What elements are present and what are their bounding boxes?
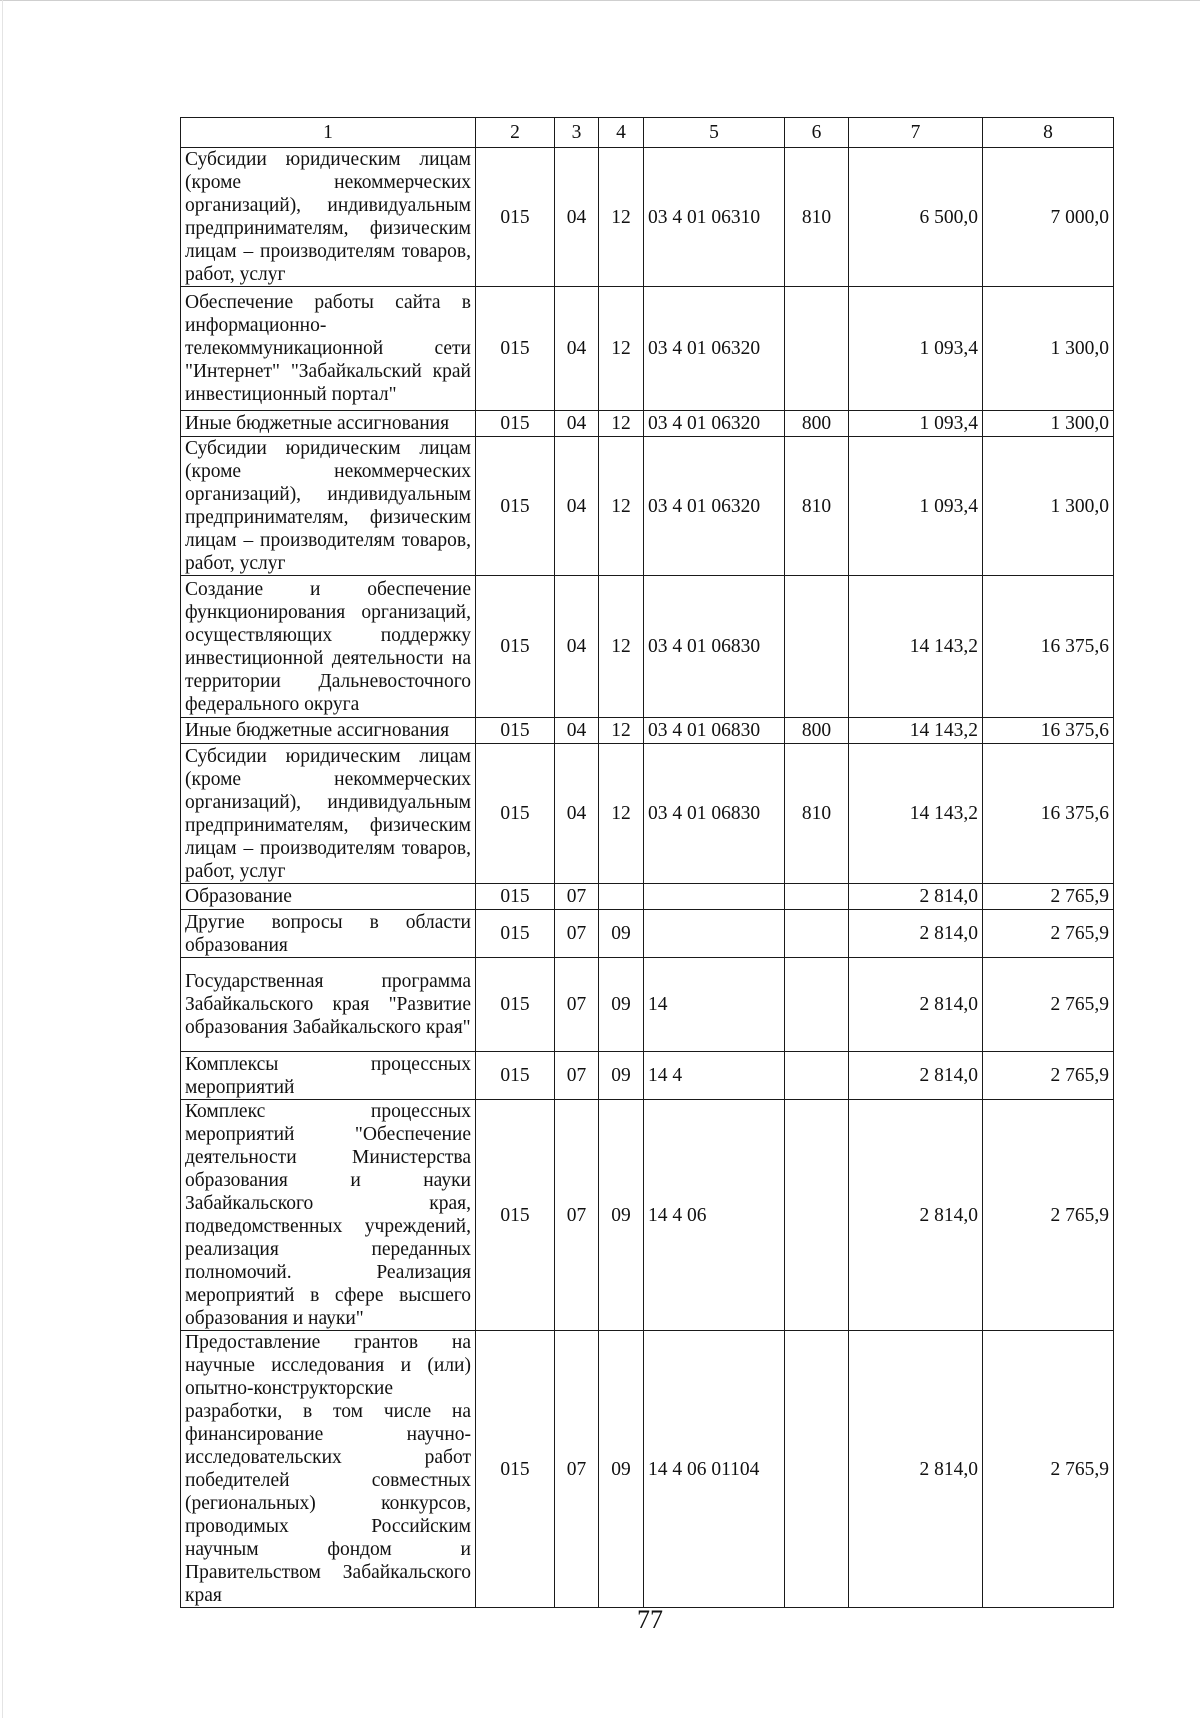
row-name: Обеспечение работы сайта в информационно-телекоммуникационной сети "Интернет" "Забайкальский край инвестиционный портал" bbox=[181, 287, 476, 411]
cell-amount-2: 2 765,9 bbox=[983, 910, 1114, 958]
cell-amount-1: 14 143,2 bbox=[849, 744, 983, 884]
cell-target-article: 14 bbox=[644, 958, 785, 1052]
cell-subsection: 12 bbox=[599, 744, 644, 884]
cell-amount-1: 1 093,4 bbox=[849, 287, 983, 411]
cell-expense-type: 800 bbox=[785, 411, 849, 437]
cell-target-article: 03 4 01 06830 bbox=[644, 744, 785, 884]
cell-ministry: 015 bbox=[476, 884, 555, 910]
page-number: 77 bbox=[637, 1605, 663, 1634]
cell-section: 07 bbox=[555, 1331, 599, 1608]
cell-amount-2: 2 765,9 bbox=[983, 1052, 1114, 1100]
cell-amount-1: 1 093,4 bbox=[849, 411, 983, 437]
cell-subsection: 09 bbox=[599, 958, 644, 1052]
table-row bbox=[181, 411, 1114, 437]
cell-ministry: 015 bbox=[476, 958, 555, 1052]
cell-expense-type bbox=[785, 287, 849, 411]
cell-expense-type bbox=[785, 910, 849, 958]
cell-section: 04 bbox=[555, 148, 599, 287]
cell-ministry: 015 bbox=[476, 1052, 555, 1100]
column-header: 5 bbox=[644, 118, 785, 148]
table-row bbox=[181, 1100, 1114, 1331]
cell-ministry: 015 bbox=[476, 910, 555, 958]
cell-target-article bbox=[644, 910, 785, 958]
cell-subsection: 09 bbox=[599, 910, 644, 958]
cell-expense-type bbox=[785, 1100, 849, 1331]
table-row bbox=[181, 958, 1114, 1052]
cell-subsection: 12 bbox=[599, 576, 644, 718]
cell-ministry: 015 bbox=[476, 744, 555, 884]
column-header: 6 bbox=[785, 118, 849, 148]
row-name: Комплексы процессных мероприятий bbox=[181, 1052, 476, 1100]
cell-amount-1: 6 500,0 bbox=[849, 148, 983, 287]
table-row bbox=[181, 576, 1114, 718]
table-row bbox=[181, 718, 1114, 744]
table-row bbox=[181, 884, 1114, 910]
cell-ministry: 015 bbox=[476, 287, 555, 411]
cell-target-article: 03 4 01 06830 bbox=[644, 718, 785, 744]
cell-section: 07 bbox=[555, 884, 599, 910]
cell-expense-type: 810 bbox=[785, 437, 849, 576]
cell-section: 07 bbox=[555, 1100, 599, 1331]
cell-section: 04 bbox=[555, 576, 599, 718]
cell-subsection: 12 bbox=[599, 411, 644, 437]
cell-section: 07 bbox=[555, 1052, 599, 1100]
cell-amount-2: 2 765,9 bbox=[983, 958, 1114, 1052]
row-name: Иные бюджетные ассигнования bbox=[181, 411, 476, 437]
cell-subsection bbox=[599, 884, 644, 910]
table-row bbox=[181, 437, 1114, 576]
cell-ministry: 015 bbox=[476, 718, 555, 744]
column-header: 2 bbox=[476, 118, 555, 148]
row-name: Государственная программа Забайкальского края "Развитие образования Забайкальского края" bbox=[181, 958, 476, 1052]
cell-expense-type bbox=[785, 958, 849, 1052]
cell-subsection: 09 bbox=[599, 1100, 644, 1331]
table-row bbox=[181, 1052, 1114, 1100]
cell-section: 04 bbox=[555, 411, 599, 437]
cell-subsection: 12 bbox=[599, 437, 644, 576]
cell-ministry: 015 bbox=[476, 148, 555, 287]
cell-target-article: 03 4 01 06830 bbox=[644, 576, 785, 718]
cell-section: 04 bbox=[555, 718, 599, 744]
cell-target-article: 03 4 01 06320 bbox=[644, 287, 785, 411]
row-name: Другие вопросы в области образования bbox=[181, 910, 476, 958]
cell-ministry: 015 bbox=[476, 576, 555, 718]
cell-amount-2: 16 375,6 bbox=[983, 744, 1114, 884]
cell-amount-1: 2 814,0 bbox=[849, 1052, 983, 1100]
row-name: Субсидии юридическим лицам (кроме некоммерческих организаций), индивидуальным предпринимателям, физическим лицам – производителям товаров, работ, услуг bbox=[181, 148, 476, 287]
column-header: 4 bbox=[599, 118, 644, 148]
cell-amount-1: 2 814,0 bbox=[849, 958, 983, 1052]
cell-target-article: 14 4 bbox=[644, 1052, 785, 1100]
cell-amount-2: 2 765,9 bbox=[983, 1100, 1114, 1331]
cell-expense-type bbox=[785, 884, 849, 910]
row-name: Субсидии юридическим лицам (кроме некоммерческих организаций), индивидуальным предпринимателям, физическим лицам – производителям товаров, работ, услуг bbox=[181, 437, 476, 576]
table-row bbox=[181, 910, 1114, 958]
cell-ministry: 015 bbox=[476, 1331, 555, 1608]
cell-target-article: 03 4 01 06310 bbox=[644, 148, 785, 287]
budget-table bbox=[180, 117, 1114, 1608]
cell-section: 07 bbox=[555, 910, 599, 958]
cell-ministry: 015 bbox=[476, 437, 555, 576]
cell-amount-1: 2 814,0 bbox=[849, 1331, 983, 1608]
cell-target-article bbox=[644, 884, 785, 910]
scan-edge-left bbox=[2, 0, 3, 1718]
cell-subsection: 12 bbox=[599, 718, 644, 744]
cell-subsection: 12 bbox=[599, 148, 644, 287]
row-name: Иные бюджетные ассигнования bbox=[181, 718, 476, 744]
column-header: 7 bbox=[849, 118, 983, 148]
row-name: Создание и обеспечение функционирования организаций, осуществляющих поддержку инвестиционной деятельности на территории Дальневосточного федерального округа bbox=[181, 576, 476, 718]
cell-section: 04 bbox=[555, 744, 599, 884]
column-header: 8 bbox=[983, 118, 1114, 148]
cell-section: 04 bbox=[555, 437, 599, 576]
table-header-row bbox=[181, 118, 1114, 148]
cell-ministry: 015 bbox=[476, 1100, 555, 1331]
cell-amount-1: 14 143,2 bbox=[849, 718, 983, 744]
cell-section: 07 bbox=[555, 958, 599, 1052]
cell-expense-type bbox=[785, 576, 849, 718]
cell-target-article: 03 4 01 06320 bbox=[644, 437, 785, 576]
cell-expense-type: 810 bbox=[785, 744, 849, 884]
cell-amount-1: 1 093,4 bbox=[849, 437, 983, 576]
cell-target-article: 14 4 06 01104 bbox=[644, 1331, 785, 1608]
cell-amount-2: 1 300,0 bbox=[983, 411, 1114, 437]
table-row bbox=[181, 148, 1114, 287]
cell-amount-2: 7 000,0 bbox=[983, 148, 1114, 287]
table-row bbox=[181, 1331, 1114, 1608]
cell-expense-type: 810 bbox=[785, 148, 849, 287]
row-name: Предоставление грантов на научные исследования и (или) опытно-конструкторские разработки, в том числе на финансирование научно-исследовательских работ победителей совместных (региональных) конкурсов, проводимых Российским научным фондом и Правительством Забайкальского края bbox=[181, 1331, 476, 1608]
row-name: Образование bbox=[181, 884, 476, 910]
cell-amount-1: 14 143,2 bbox=[849, 576, 983, 718]
cell-target-article: 14 4 06 bbox=[644, 1100, 785, 1331]
cell-expense-type: 800 bbox=[785, 718, 849, 744]
cell-amount-2: 2 765,9 bbox=[983, 1331, 1114, 1608]
column-header: 3 bbox=[555, 118, 599, 148]
row-name: Комплекс процессных мероприятий "Обеспечение деятельности Министерства образования и науки Забайкальского края, подведомственных учреждений, реализация переданных полномочий. Реализация мероприятий в сфере высшего образования и науки" bbox=[181, 1100, 476, 1331]
table-row bbox=[181, 287, 1114, 411]
cell-amount-2: 1 300,0 bbox=[983, 437, 1114, 576]
cell-subsection: 09 bbox=[599, 1052, 644, 1100]
scan-edge-top bbox=[0, 0, 1200, 1]
cell-subsection: 09 bbox=[599, 1331, 644, 1608]
cell-ministry: 015 bbox=[476, 411, 555, 437]
cell-expense-type bbox=[785, 1052, 849, 1100]
cell-amount-2: 16 375,6 bbox=[983, 576, 1114, 718]
cell-subsection: 12 bbox=[599, 287, 644, 411]
cell-amount-2: 2 765,9 bbox=[983, 884, 1114, 910]
row-name: Субсидии юридическим лицам (кроме некоммерческих организаций), индивидуальным предпринимателям, физическим лицам – производителям товаров, работ, услуг bbox=[181, 744, 476, 884]
cell-amount-2: 16 375,6 bbox=[983, 718, 1114, 744]
cell-amount-1: 2 814,0 bbox=[849, 910, 983, 958]
cell-expense-type bbox=[785, 1331, 849, 1608]
cell-amount-1: 2 814,0 bbox=[849, 1100, 983, 1331]
cell-section: 04 bbox=[555, 287, 599, 411]
cell-target-article: 03 4 01 06320 bbox=[644, 411, 785, 437]
cell-amount-1: 2 814,0 bbox=[849, 884, 983, 910]
cell-amount-2: 1 300,0 bbox=[983, 287, 1114, 411]
table-row bbox=[181, 744, 1114, 884]
column-header: 1 bbox=[181, 118, 476, 148]
